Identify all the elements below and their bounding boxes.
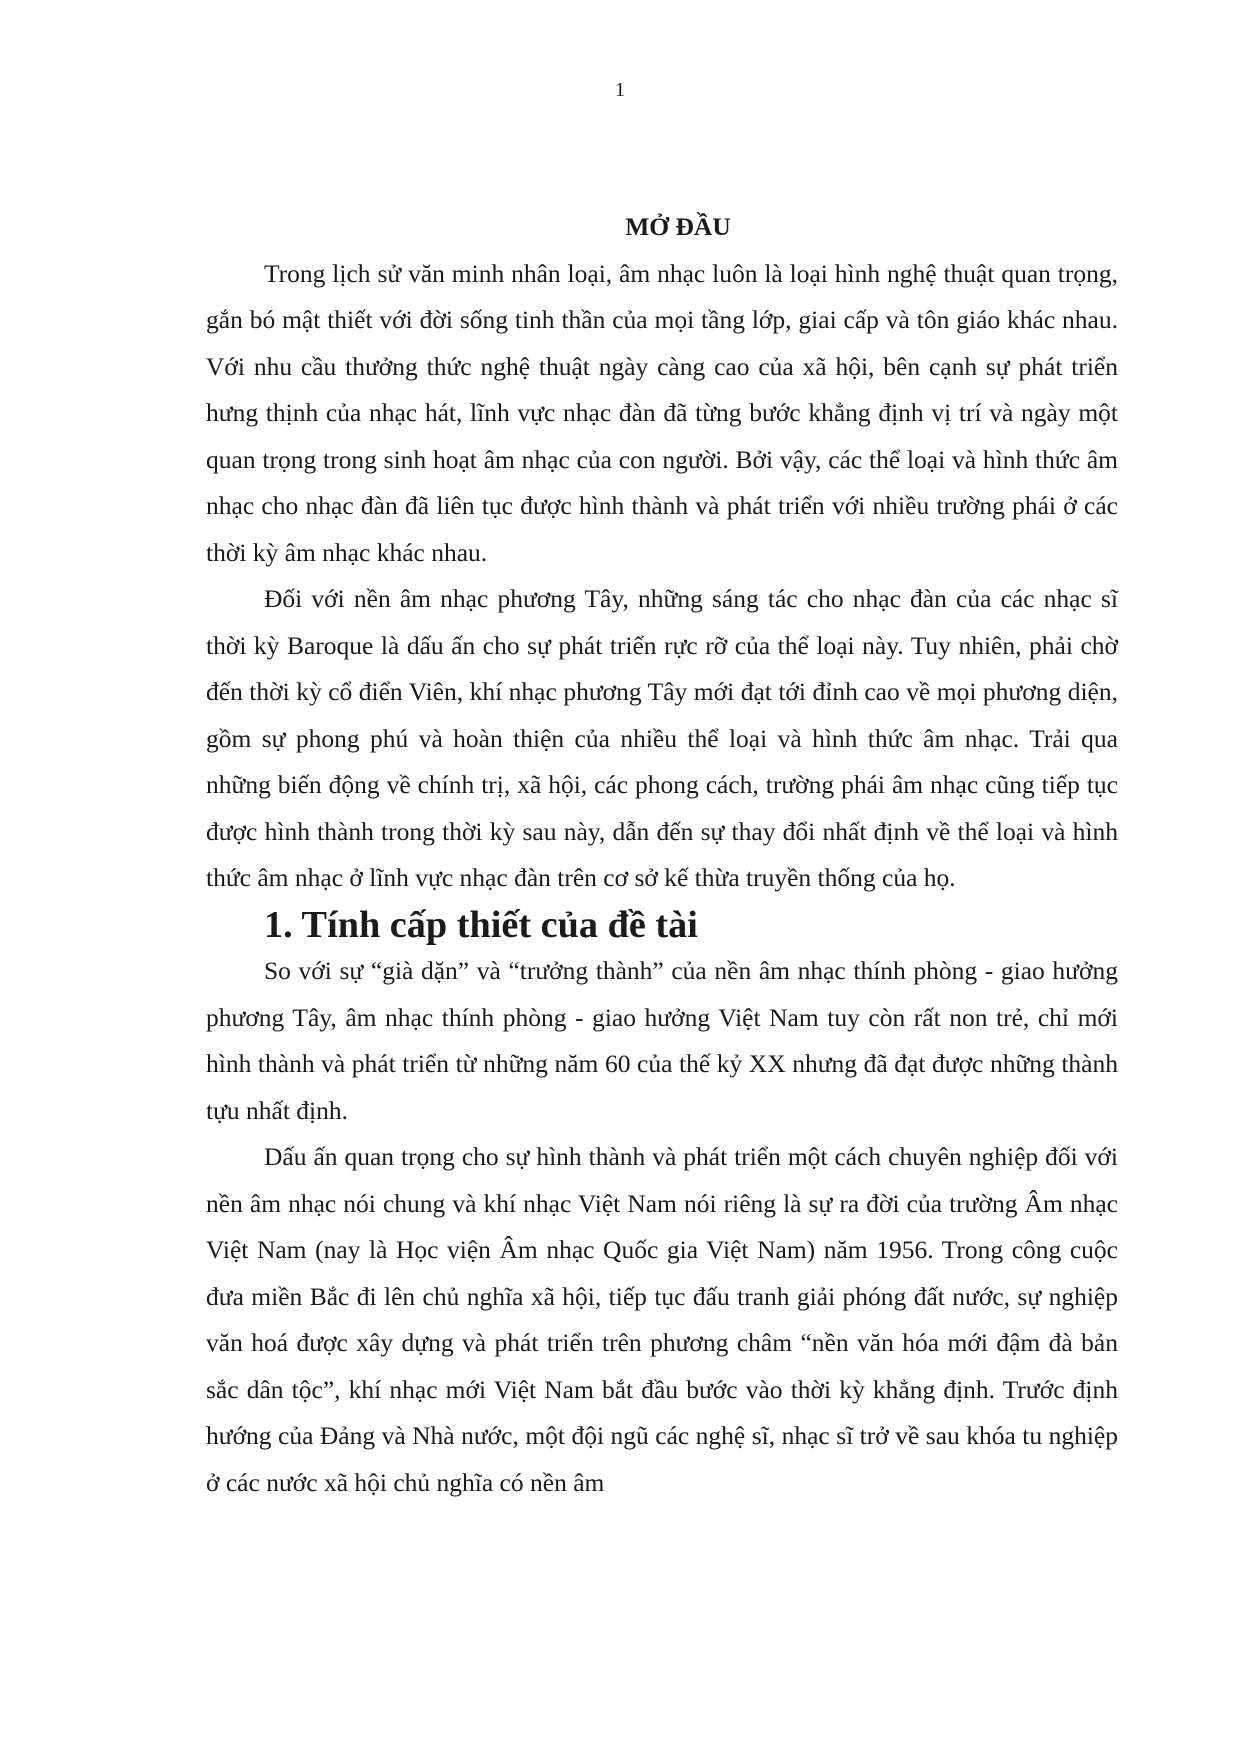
intro-paragraph-2: Đối với nền âm nhạc phương Tây, những sáng tác cho nhạc đàn của các nhạc sĩ thời kỳ Baroque là dấu ấn cho sự phát triển rực rỡ của thể loại này. Tuy nhiên, phải chờ đến thời kỳ cổ điển Viên, khí nhạc phương Tây mới đạt tới đỉnh cao về mọi phương diện, gồm sự phong phú và hoàn thiện của nhiều thể loại và hình thức âm nhạc. Trải qua những biến động về chính trị, xã hội, các phong cách, trường phái âm nhạc cũng tiếp tục được hình thành trong thời kỳ sau này, dẫn đến sự thay đổi nhất định về thể loại và hình thức âm nhạc ở lĩnh vực nhạc đàn trên cơ sở kế thừa truyền thống của họ. bbox=[206, 584, 1118, 892]
section-1-title: 1. Tính cấp thiết của đề tài bbox=[264, 903, 698, 946]
section-1-paragraph-1: So với sự “già dặn” và “trưởng thành” của nền âm nhạc thính phòng - giao hưởng phương Tây, âm nhạc thính phòng - giao hưởng Việt Nam tuy còn rất non trẻ, chỉ mới hình thành và phát triển từ những năm 60 của thế kỷ XX nhưng đã đạt được những thành tựu nhất định. bbox=[206, 956, 1118, 1125]
intro-paragraph-1: Trong lịch sử văn minh nhân loại, âm nhạc luôn là loại hình nghệ thuật quan trọng, gắn bó mật thiết với đời sống tinh thần của mọi tầng lớp, giai cấp và tôn giáo khác nhau. Với nhu cầu thưởng thức nghệ thuật ngày càng cao của xã hội, bên cạnh sự phát triển hưng thịnh của nhạc hát, lĩnh vực nhạc đàn đã từng bước khẳng định vị trí và ngày một quan trọng trong sinh hoạt âm nhạc của con người. Bởi vậy, các thể loại và hình thức âm nhạc cho nhạc đàn đã liên tục được hình thành và phát triển với nhiều trường phái ở các thời kỳ âm nhạc khác nhau. bbox=[206, 258, 1118, 567]
chapter-heading: MỞ ĐẦU bbox=[625, 212, 731, 241]
page-number: 1 bbox=[615, 79, 625, 101]
section-1-paragraph-2: Dấu ấn quan trọng cho sự hình thành và phát triển một cách chuyên nghiệp đối với nền âm nhạc nói chung và khí nhạc Việt Nam nói riêng là sự ra đời của trường Âm nhạc Việt Nam (nay là Học viện Âm nhạc Quốc gia Việt Nam) năm 1956. Trong công cuộc đưa miền Bắc đi lên chủ nghĩa xã hội, tiếp tục đấu tranh giải phóng đất nước, sự nghiệp văn hoá được xây dựng và phát triển trên phương châm “nền văn hóa mới đậm đà bản sắc dân tộc”, khí nhạc mới Việt Nam bắt đầu bước vào thời kỳ khẳng định. Trước định hướng của Đảng và Nhà nước, một đội ngũ các nghệ sĩ, nhạc sĩ trở về sau khóa tu nghiệp ở các nước xã hội chủ nghĩa có nền âm bbox=[206, 1142, 1118, 1497]
page-content bbox=[206, 204, 1118, 1506]
